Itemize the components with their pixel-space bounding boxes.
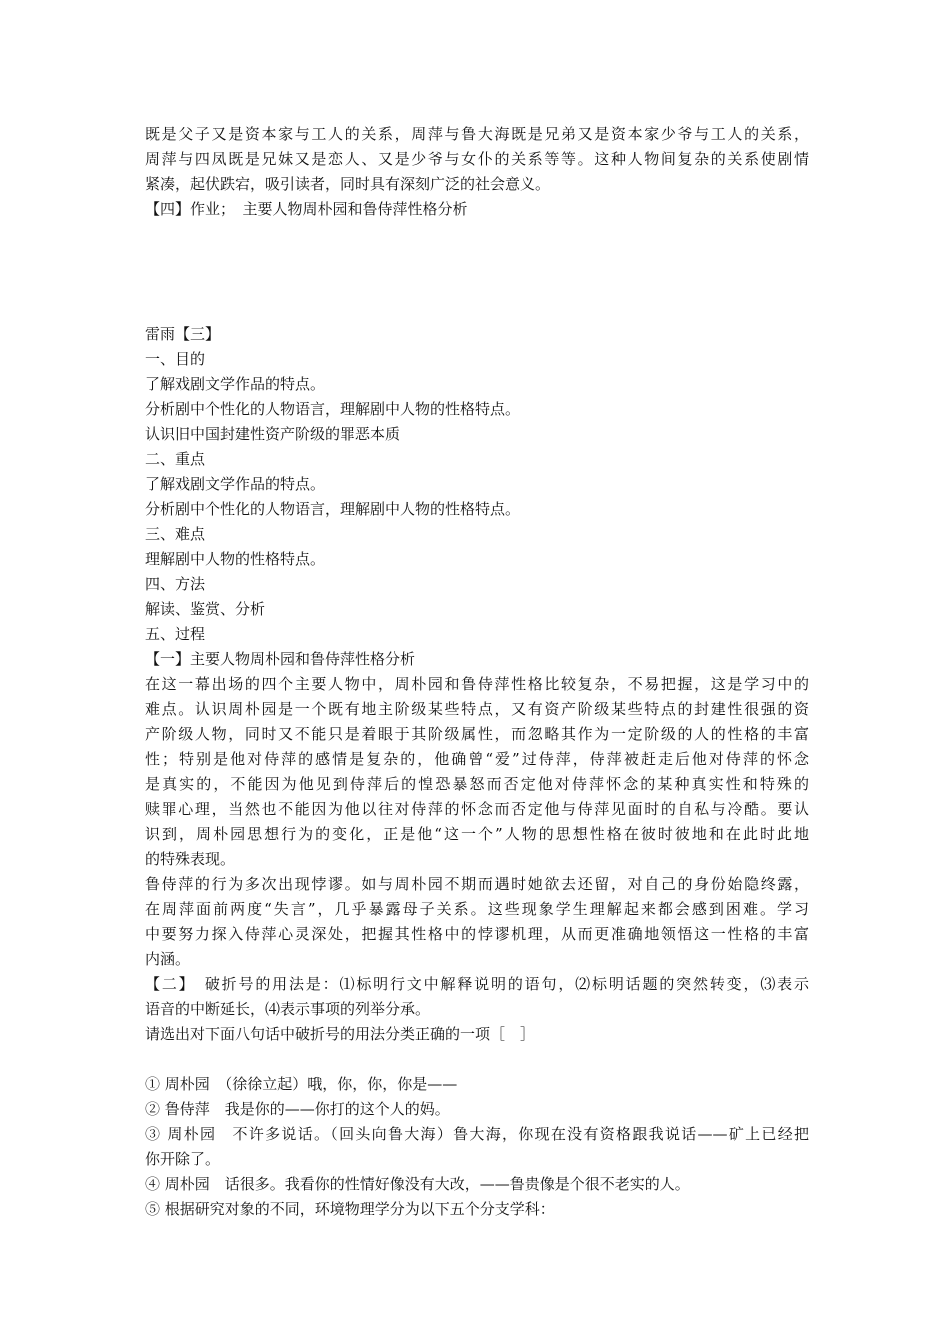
example-item: ② 鲁侍萍 我是你的——你打的这个人的妈。 — [145, 1100, 450, 1118]
outline-item: 解读、鉴赏、分析 — [145, 600, 266, 618]
examples-list — [145, 1072, 809, 1222]
document-page — [145, 122, 809, 1222]
example-item-continued: 你开除了。 — [145, 1150, 221, 1168]
outline-item: 认识旧中国封建性资产阶级的罪恶本质 — [145, 425, 401, 443]
text-line: 紧凑，起伏跌宕，吸引读者，同时具有深刻广泛的社会意义。 — [145, 175, 551, 193]
text-line: 是真实的，不能因为他见到侍萍后的惶恐暴怒而否定他对侍萍怀念的某种真实性和特殊的 — [145, 775, 809, 793]
homework-line: 【四】作业； 主要人物周朴园和鲁侍萍性格分析 — [145, 200, 468, 218]
text-line: 性；特别是他对侍萍的感情是复杂的，他确曾“爱”过侍萍，侍萍被赶走后他对侍萍的怀念 — [145, 750, 809, 768]
outline-item: 理解剧中人物的性格特点。 — [145, 550, 326, 568]
shiping-paragraph — [145, 872, 809, 972]
outline-heading-goal: 一、目的 — [145, 350, 206, 368]
outline-heading-difficulty: 三、难点 — [145, 525, 206, 543]
text-line: 【二】 破折号的用法是：⑴标明行文中解释说明的语句，⑵标明话题的突然转变，⑶表示 — [145, 975, 809, 993]
dash-usage-section — [145, 972, 809, 1047]
example-item: ⑤ 根据研究对象的不同，环境物理学分为以下五个分支学科： — [145, 1200, 555, 1218]
text-line: 难点。认识周朴园是一个既有地主阶级某些特点，又有资产阶级某些特点的封建性很强的资 — [145, 700, 809, 718]
section-heading: 【一】主要人物周朴园和鲁侍萍性格分析 — [145, 650, 416, 668]
text-line: 赎罪心理，当然也不能因为他以往对侍萍的怀念而否定他与侍萍见面时的自私与冷酷。要认 — [145, 800, 809, 818]
example-item: ① 周朴园 （徐徐立起）哦，你，你，你是—— — [145, 1075, 458, 1093]
example-item: ④ 周朴园 话很多。我看你的性情好像没有大改，——鲁贵像是个很不老实的人。 — [145, 1175, 690, 1193]
outline-heading-focus: 二、重点 — [145, 450, 206, 468]
text-line: 识到，周朴园思想行为的变化，正是他“这一个”人物的思想性格在彼时彼地和在此时此地 — [145, 825, 809, 843]
text-line: 中要努力探入侍萍心灵深处，把握其性格中的悖谬机理，从而更准确地领悟这一性格的丰富 — [145, 925, 809, 943]
outline-item: 了解戏剧文学作品的特点。 — [145, 475, 326, 493]
intro-section — [145, 122, 809, 222]
outline-section — [145, 347, 809, 672]
text-line: 的特殊表现。 — [145, 850, 236, 868]
text-line: 内涵。 — [145, 950, 191, 968]
text-line: 产阶级人物，同时又不能只是着眼于其阶级属性，而忽略其作为一定阶级的人的性格的丰富 — [145, 725, 809, 743]
outline-heading-process: 五、过程 — [145, 625, 206, 643]
outline-item: 分析剧中个性化的人物语言，理解剧中人物的性格特点。 — [145, 400, 521, 418]
text-line: 在周萍面前两度“失言”，几乎暴露母子关系。这些现象学生理解起来都会感到困难。学习 — [145, 900, 809, 918]
text-line: 鲁侍萍的行为多次出现悖谬。如与周朴园不期而遇时她欲去还留，对自己的身份始隐终露， — [145, 875, 809, 893]
text-line: 在这一幕出场的四个主要人物中，周朴园和鲁侍萍性格比较复杂，不易把握，这是学习中的 — [145, 675, 809, 693]
lesson-title: 雷雨【三】 — [145, 325, 221, 343]
spacer — [145, 222, 809, 322]
example-item: ③ 周朴园 不许多说话。（回头向鲁大海）鲁大海，你现在没有资格跟我说话——矿上已经把 — [145, 1125, 809, 1143]
text-line: 语音的中断延长，⑷表示事项的列举分承。 — [145, 1000, 431, 1018]
text-line: 既是父子又是资本家与工人的关系，周萍与鲁大海既是兄弟又是资本家少爷与工人的关系， — [145, 125, 809, 143]
question-line: 请选出对下面八句话中破折号的用法分类正确的一项［ ］ — [145, 1025, 536, 1043]
text-line: 周萍与四凤既是兄妹又是恋人、又是少爷与女仆的关系等等。这种人物间复杂的关系使剧情 — [145, 150, 809, 168]
analysis-paragraph — [145, 672, 809, 872]
outline-item: 了解戏剧文学作品的特点。 — [145, 375, 326, 393]
spacer — [145, 1047, 809, 1072]
outline-item: 分析剧中个性化的人物语言，理解剧中人物的性格特点。 — [145, 500, 521, 518]
outline-heading-method: 四、方法 — [145, 575, 206, 593]
